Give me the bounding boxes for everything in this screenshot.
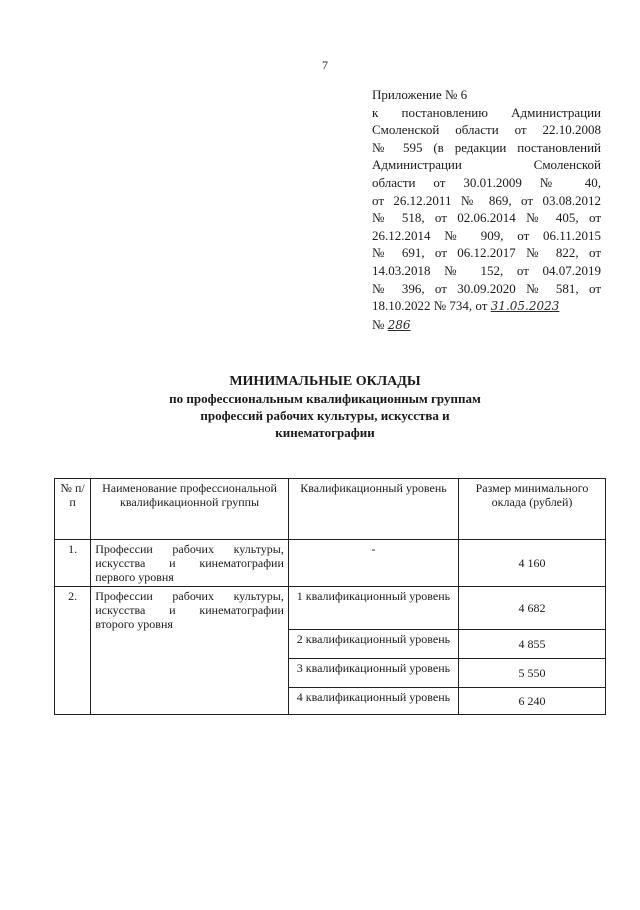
appendix-line: № 396, от 30.09.2020 № 581, от — [372, 280, 601, 296]
appendix-line: 14.03.2018 № 152, от 04.07.2019 — [372, 262, 601, 278]
salary-table — [54, 478, 606, 715]
header-num: № п/п — [55, 479, 91, 540]
appendix-line: 26.12.2014 № 909, от 06.11.2015 — [372, 227, 601, 243]
appendix-line: Смоленской области от 22.10.2008 — [372, 122, 601, 138]
number-sign: № — [372, 316, 385, 332]
handwritten-number: 286 — [387, 317, 411, 332]
document-title — [120, 373, 530, 441]
appendix-block — [372, 86, 601, 334]
title-sub-line: кинематографии — [275, 425, 375, 440]
header-salary: Размер минимального оклада (рублей) — [459, 479, 606, 540]
cell-group-name: Профессии рабочих культуры, искусства и кинематографии первого уровня — [91, 540, 289, 587]
appendix-line: 18.10.2022 № 734, от — [372, 298, 488, 314]
cell-level: 4 квалификационный уровень — [288, 688, 458, 715]
table-row — [55, 540, 606, 587]
cell-level: 2 квалификационный уровень — [288, 630, 458, 659]
cell-num: 1. — [55, 540, 91, 587]
cell-salary: 4 855 — [459, 630, 606, 659]
header-name: Наименование профессиональной квалификационной группы — [91, 479, 289, 540]
appendix-line-dated — [372, 297, 601, 316]
appendix-line: Приложение № 6 — [372, 87, 468, 102]
cell-salary: 5 550 — [459, 659, 606, 688]
title-sub-line: профессий рабочих культуры, искусства и — [200, 408, 450, 423]
cell-level: - — [288, 540, 458, 587]
title-main: МИНИМАЛЬНЫЕ ОКЛАДЫ — [229, 374, 421, 389]
cell-level: 3 квалификационный уровень — [288, 659, 458, 688]
header-level: Квалификационный уровень — [288, 479, 458, 540]
cell-group-name: Профессии рабочих культуры, искусства и кинематографии второго уровня — [91, 587, 289, 715]
page-number: 7 — [322, 58, 328, 72]
cell-num: 2. — [55, 587, 91, 715]
appendix-line: области от 30.01.2009 № 40, — [372, 174, 601, 190]
cell-salary: 4 160 — [459, 540, 606, 587]
handwritten-date: 31.05.2023 — [490, 299, 560, 314]
table-row — [55, 587, 606, 630]
appendix-line: к постановлению Администрации — [372, 104, 601, 120]
cell-salary: 4 682 — [459, 587, 606, 630]
appendix-line: № 691, от 06.12.2017 № 822, от — [372, 245, 601, 261]
title-sub-line: по профессиональным квалификационным группам — [169, 391, 481, 406]
appendix-line: от 26.12.2011 № 869, от 03.08.2012 — [372, 192, 601, 208]
cell-level: 1 квалификационный уровень — [288, 587, 458, 630]
appendix-line: Администрации Смоленской — [372, 157, 601, 173]
cell-salary: 6 240 — [459, 688, 606, 715]
table-header-row — [55, 479, 606, 540]
appendix-line: № 518, от 02.06.2014 № 405, от — [372, 210, 601, 226]
appendix-line-number — [372, 316, 601, 335]
appendix-line: № 595 (в редакции постановлений — [372, 139, 601, 155]
